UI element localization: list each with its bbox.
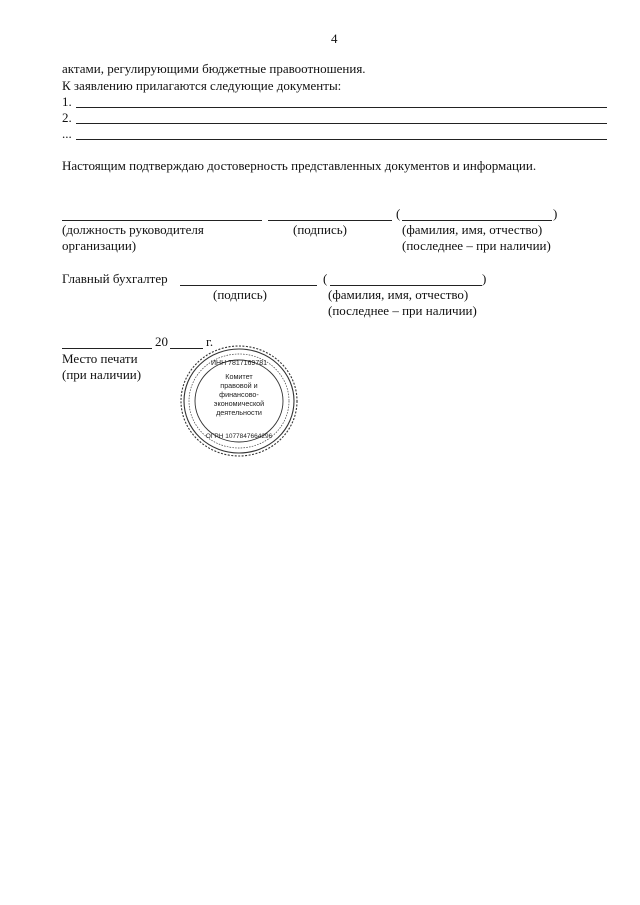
- head-name-caption-1: (фамилия, имя, отчество): [402, 222, 543, 237]
- head-name-paren-close: ): [553, 206, 558, 221]
- date-year-suffix: г.: [206, 334, 214, 349]
- accountant-paren-close: ): [482, 271, 487, 286]
- seal-place-label: Место печати: [62, 351, 138, 366]
- organization-stamp: [178, 342, 300, 460]
- attachment-item-1-number: 1.: [62, 94, 72, 109]
- head-position-caption-2: организации): [62, 238, 137, 253]
- seal-place-note: (при наличии): [62, 367, 142, 382]
- date-day-month-line[interactable]: [62, 348, 152, 349]
- stamp-ogrn: ОГРН 1077847664296: [205, 433, 273, 440]
- attachment-item-2-line[interactable]: [76, 123, 607, 124]
- accountant-label: Главный бухгалтер: [62, 271, 168, 286]
- page-number: 4: [331, 31, 338, 46]
- attachment-item-1-line[interactable]: [76, 107, 607, 108]
- accountant-signature-line[interactable]: [180, 285, 317, 286]
- head-signature-line[interactable]: [268, 220, 392, 221]
- stamp-inn: ИНН 7817169781: [210, 360, 268, 367]
- stamp-line-5: деятельности: [216, 408, 262, 417]
- accountant-paren-open: (: [323, 271, 328, 286]
- accountant-name-caption-2: (последнее – при наличии): [328, 303, 477, 318]
- accountant-signature-caption: (подпись): [213, 287, 267, 302]
- attachment-item-3-number: ...: [62, 126, 72, 141]
- head-name-paren-open: (: [396, 206, 401, 221]
- confirmation-text: Настоящим подтверждаю достоверность представленных документов и информации.: [62, 158, 537, 173]
- stamp-line-2: правовой и: [220, 381, 258, 390]
- date-year-prefix: 20: [155, 334, 168, 349]
- attachment-item-3-line[interactable]: [76, 139, 607, 140]
- stamp-line-3: финансово-: [219, 390, 259, 399]
- attachment-item-2-number: 2.: [62, 110, 72, 125]
- head-position-caption-1: (должность руководителя: [62, 222, 204, 237]
- head-position-line[interactable]: [62, 220, 262, 221]
- intro-line: актами, регулирующими бюджетные правоотношения.: [62, 61, 366, 76]
- head-name-line[interactable]: [402, 220, 552, 221]
- attachments-heading: К заявлению прилагаются следующие документы:: [62, 78, 342, 93]
- accountant-name-caption-1: (фамилия, имя, отчество): [328, 287, 469, 302]
- stamp-line-4: экономической: [213, 399, 265, 408]
- head-signature-caption: (подпись): [293, 222, 347, 237]
- accountant-name-line[interactable]: [330, 285, 482, 286]
- stamp-line-1: Комитет: [225, 372, 253, 381]
- head-name-caption-2: (последнее – при наличии): [402, 238, 551, 253]
